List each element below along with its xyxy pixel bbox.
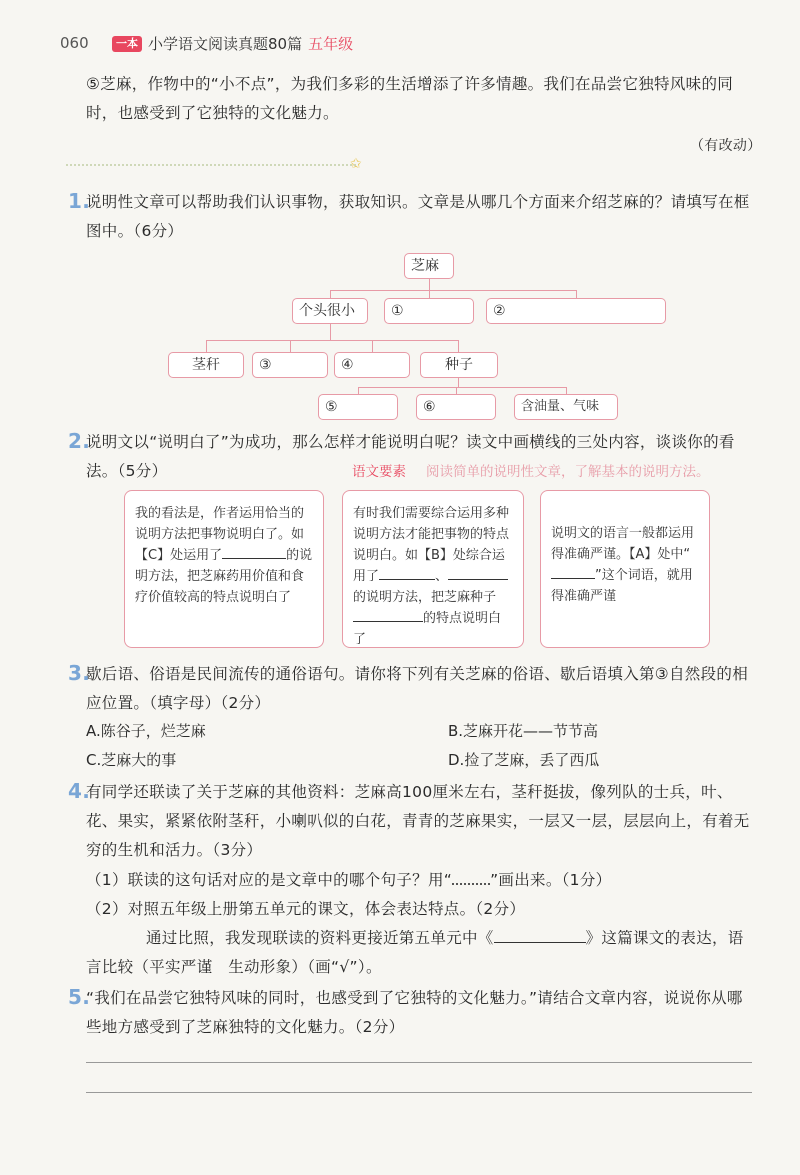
bubble-1-text-a: 我的看法是，作者运用恰当的说明方法把事物说明白了。如【C】处运用了 (135, 506, 305, 563)
connector (566, 387, 567, 394)
connector (206, 340, 207, 352)
diagram-size-box: 个头很小 (292, 298, 368, 324)
book-title (148, 33, 353, 54)
question-4-sub-2: （2）对照五年级上册第五单元的课文，体会表达特点。（2分） (86, 900, 526, 918)
diagram-oil-box: 含油量、气味 (514, 394, 618, 420)
diagram-blank-4[interactable]: ④ (334, 352, 410, 378)
connector (458, 378, 459, 387)
connector (458, 340, 459, 352)
bubble-2-text-b: 、 (435, 569, 449, 584)
question-4-number: 4. (68, 779, 91, 803)
opinion-bubble-2 (342, 490, 524, 648)
question-4-text: 有同学还联读了关于芝麻的其他资料：芝麻高100厘米左右，茎秆挺拔，像列队的士兵，叶、花、果实，紧紧依附茎秆，小喇叭似的白花，青青的芝麻果实，一层又一层，层层向上，有着无穷的生机和活力。（3分） (86, 783, 750, 859)
question-4-sub-1 (86, 866, 754, 895)
fill-text-a: 通过比照，我发现联读的资料更接近第五单元中《 (146, 929, 494, 947)
bubble-1-blank[interactable] (222, 558, 286, 559)
bubble-3-text-b: ”这个词语，就用得准确严谨 (551, 568, 693, 604)
adapted-note: （有改动） (690, 138, 762, 154)
connector (429, 279, 430, 290)
bubble-2-blank-1[interactable] (379, 579, 435, 580)
sub-1-text-b: ”画出来。（1分） (490, 871, 612, 889)
diagram-seed-box: 种子 (420, 352, 498, 378)
question-5-text: “我们在品尝它独特风味的同时，也感受到了它独特的文化魅力。”请结合文章内容，说说你从哪些地方感受到了芝麻独特的文化魅力。（2分） (86, 989, 743, 1036)
connector (456, 387, 457, 394)
diagram-blank-6[interactable]: ⑥ (416, 394, 496, 420)
connector (330, 290, 576, 291)
opinion-bubble-3 (540, 490, 710, 648)
connector (330, 290, 331, 298)
question-3-number: 3. (68, 661, 91, 685)
wavy-line-icon (452, 883, 490, 885)
question-2-text: 说明文以“说明白了”为成功，那么怎样才能说明白呢？读文中画横线的三处内容，谈谈你的看法。（5分） (86, 433, 735, 480)
bubble-2-text-a: 有时我们需要综合运用多种说明方法才能把事物的特点说明白。如【B】处综合运用了 (353, 506, 510, 584)
connector (358, 387, 566, 388)
connector (330, 324, 331, 340)
bubble-1-text-b: 的说明方法，把芝麻药用价值和食疗价值较高的特点说明白了 (135, 548, 313, 605)
answer-line-2[interactable] (86, 1092, 752, 1093)
connector (372, 340, 373, 352)
passage-paragraph-5: ⑤芝麻，作物中的“小不点”，为我们多彩的生活增添了许多情趣。我们在品尝它独特风味的同时，也感受到了它独特的文化魅力。 (86, 75, 734, 122)
element-tag: 语文要素 (352, 464, 406, 480)
bubble-3-blank[interactable] (551, 578, 595, 579)
lesson-title-blank[interactable] (494, 942, 586, 943)
connector (206, 340, 458, 341)
question-1-number: 1. (68, 189, 91, 213)
brand-logo: 一本 (112, 36, 142, 52)
answer-line-1[interactable] (86, 1062, 752, 1063)
page-number: 060 (60, 34, 89, 52)
grade-label: 五年级 (308, 35, 354, 53)
question-3 (68, 660, 754, 718)
diagram-blank-5[interactable]: ⑤ (318, 394, 398, 420)
question-5-number: 5. (68, 985, 91, 1009)
connector (358, 387, 359, 394)
connector (290, 340, 291, 352)
diagram-blank-1[interactable]: ① (384, 298, 474, 324)
question-1 (68, 188, 754, 246)
sub-1-text-a: （1）联读的这句话对应的是文章中的哪个句子？用“ (86, 871, 453, 889)
diagram-root: 芝麻 (404, 253, 454, 279)
divider (66, 164, 356, 166)
element-text: 阅读简单的说明性文章，了解基本的说明方法。 (426, 464, 710, 480)
option-b: B.芝麻开花——节节高 (448, 722, 599, 740)
bubble-2-text-c: 的说明方法，把芝麻种子 (353, 590, 497, 605)
question-3-text: 歇后语、俗语是民间流传的通俗语句。请你将下列有关芝麻的俗语、歇后语填入第③自然段的相应位置。（填字母）（2分） (86, 665, 748, 712)
bubble-3-text-a: 说明文的语言一般都运用得准确严谨。【A】处中“ (551, 526, 695, 562)
book-title-text: 小学语文阅读真题80篇 (148, 35, 303, 53)
question-2-number: 2. (68, 429, 91, 453)
connector (576, 290, 577, 298)
connector (429, 290, 430, 298)
star-icon: ✩ (350, 156, 362, 172)
fill-text-b: 》这篇课文的表达，语言比较（平实严谨 生动形象）（画“√”）。 (86, 929, 744, 976)
diagram-stem-box: 茎秆 (168, 352, 244, 378)
question-4 (68, 778, 754, 865)
option-a: A.陈谷子，烂芝麻 (86, 722, 206, 740)
bubble-2-blank-3[interactable] (353, 621, 423, 622)
option-c: C.芝麻大的事 (86, 751, 177, 769)
opinion-bubble-1 (124, 490, 324, 648)
option-d: D.捡了芝麻，丢了西瓜 (448, 751, 600, 769)
question-4-fill (86, 924, 754, 982)
bubble-2-blank-2[interactable] (448, 579, 508, 580)
bubble-2-text-d: 的特点说明白了 (353, 611, 502, 647)
question-1-text: 说明性文章可以帮助我们认识事物，获取知识。文章是从哪几个方面来介绍芝麻的？请填写在框图中。（6分） (86, 193, 750, 240)
diagram-blank-2[interactable]: ② (486, 298, 666, 324)
diagram-blank-3[interactable]: ③ (252, 352, 328, 378)
question-5 (68, 984, 754, 1042)
